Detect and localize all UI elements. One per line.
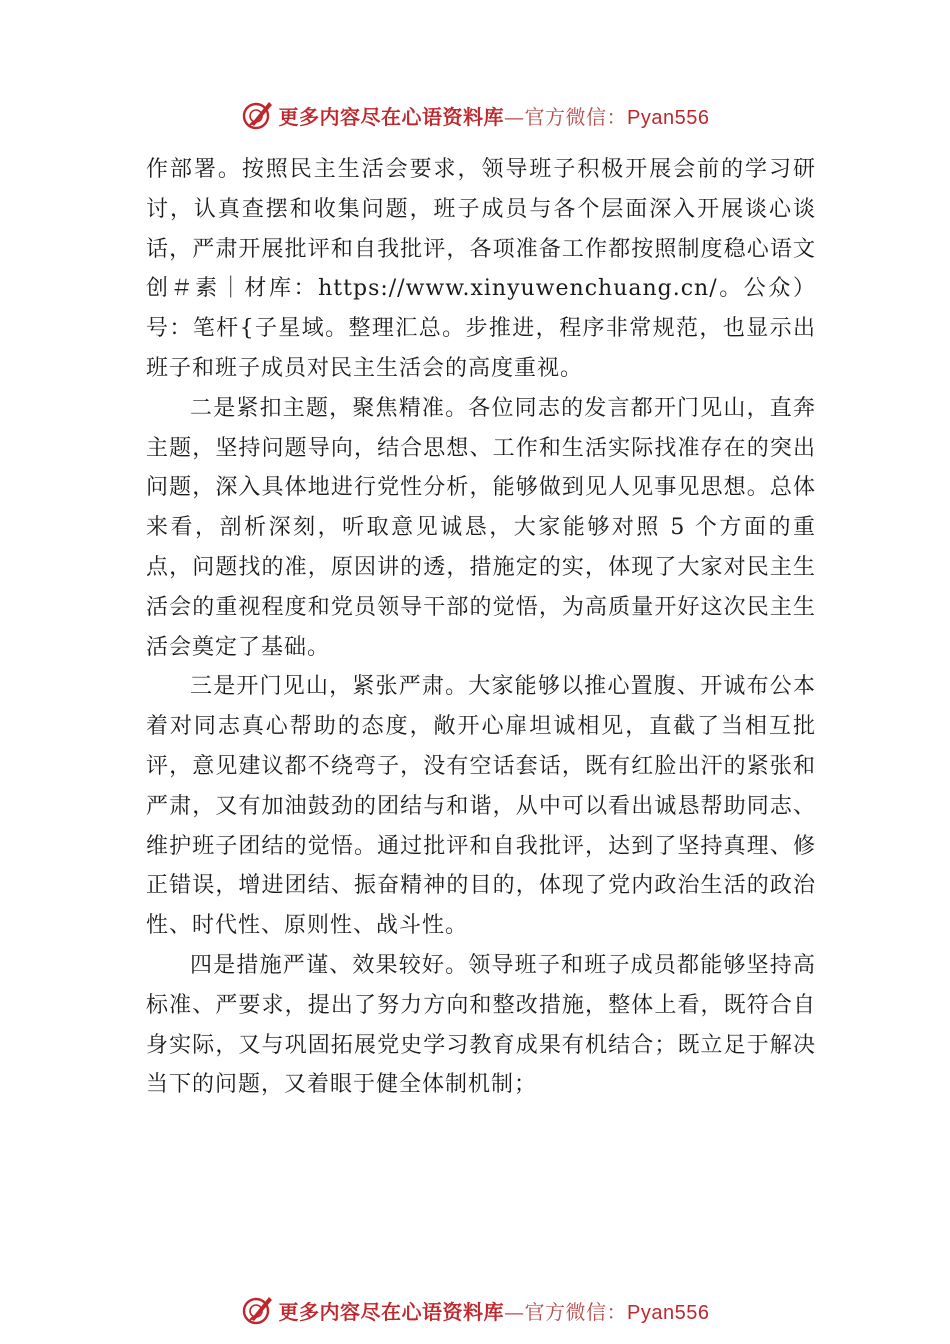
paragraph-2: 二是紧扣主题，聚焦精准。各位同志的发言都开门见山，直奔主题，坚持问题导向，结合思想、工作和生活实际找准存在的突出问题，深入具体地进行党性分析，能够做到见人见事见思想。总体来看，剖析深刻，听取意见诚恳，大家能够对照 5 个方面的重点，问题找的准，原因讲的透，措施定的实，体现了大家对民主生活会的重视程度和党员领导干部的觉悟，为高质量开好这次民主生活会奠定了基础。 [146,395,816,660]
header-account: Pyan556 [627,106,710,129]
footer-watermark [0,1290,950,1330]
footer-separator: — [504,1299,525,1324]
header-watermark [0,95,950,135]
header-wechat-label: 官方微信： [524,104,628,129]
header-brand: 更多内容尽在心语资料库 [278,104,505,129]
quill-logo-icon [241,1293,275,1327]
footer-brand: 更多内容尽在心语资料库 [278,1299,505,1324]
document-body [146,150,816,1105]
header-watermark-text [279,101,710,130]
paragraph-1: 作部署。按照民主生活会要求，领导班子积极开展会前的学习研讨，认真查摆和收集问题，班子成员与各个层面深入开展谈心谈话，严肃开展批评和自我批评，各项准备工作都按照制度稳心语文创＃素｜材库：https://www.xinyuwenchuang.cn/。公众）号：笔杆{子星域。整理汇总。步推进，程序非常规范，也显示出班子和班子成员对民主生活会的高度重视。 [146,157,816,381]
paragraph-4: 四是措施严谨、效果较好。领导班子和班子成员都能够坚持高标准、严要求，提出了努力方向和整改措施，整体上看，既符合自身实际，又与巩固拓展党史学习教育成果有机结合；既立足于解决当下的问题，又着眼于健全体制机制； [146,952,816,1098]
paragraph-3: 三是开门见山，紧张严肃。大家能够以推心置腹、开诚布公本着对同志真心帮助的态度，敞开心扉坦诚相见，直截了当相互批评，意见建议都不绕弯子，没有空话套话，既有红脸出汗的紧张和严肃，又有加油鼓劲的团结与和谐，从中可以看出诚恳帮助同志、维护班子团结的觉悟。通过批评和自我批评，达到了坚持真理、修正错误，增进团结、振奋精神的目的，体现了党内政治生活的政治性、时代性、原则性、战斗性。 [146,674,816,939]
header-separator: — [504,104,525,129]
footer-account: Pyan556 [627,1301,710,1324]
quill-logo-icon [241,98,275,132]
footer-wechat-label: 官方微信： [524,1299,628,1324]
footer-watermark-text [279,1296,710,1325]
